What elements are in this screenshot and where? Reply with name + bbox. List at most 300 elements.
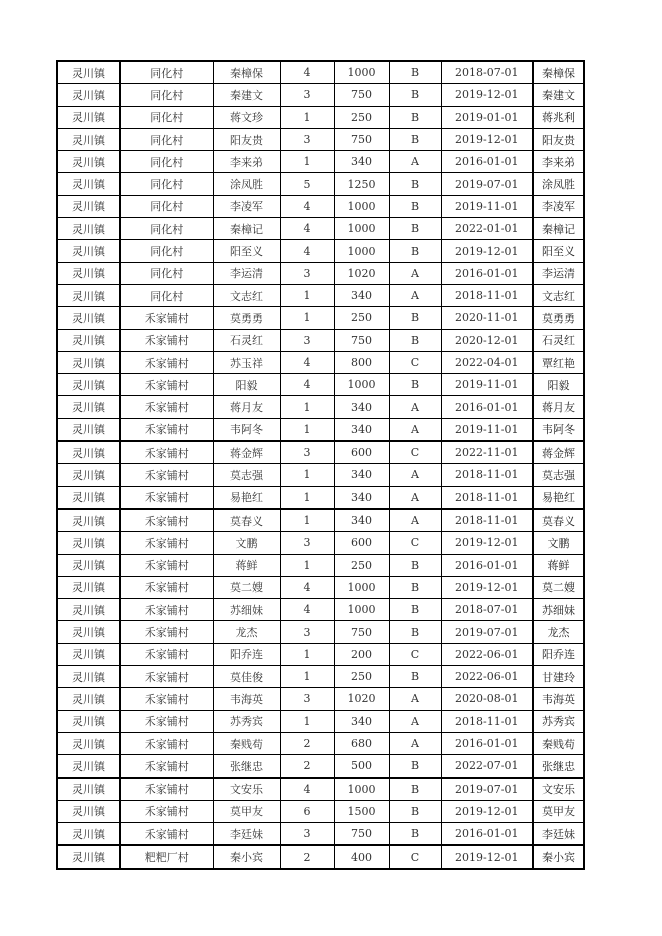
count-cell[interactable]: 3 [280,621,334,643]
town-cell[interactable]: 灵川镇 [57,755,120,778]
count-cell[interactable]: 1 [280,307,334,329]
town-cell[interactable]: 灵川镇 [57,106,120,128]
name-cell[interactable]: 莫佳俊 [213,666,280,688]
count-cell[interactable]: 1 [280,554,334,576]
town-cell[interactable]: 灵川镇 [57,240,120,262]
date-cell[interactable]: 2019-11-01 [441,195,533,217]
grade-cell[interactable]: B [389,173,441,195]
grade-cell[interactable]: A [389,418,441,441]
amount-cell[interactable]: 1020 [334,262,389,284]
count-cell[interactable]: 4 [280,576,334,598]
grade-cell[interactable]: B [389,106,441,128]
town-cell[interactable]: 灵川镇 [57,509,120,532]
name-cell[interactable]: 张继忠 [213,755,280,778]
date-cell[interactable]: 2016-01-01 [441,151,533,173]
amount-cell[interactable]: 800 [334,351,389,373]
amount-cell[interactable]: 400 [334,845,389,868]
name-cell[interactable]: 莫志强 [213,464,280,486]
date-cell[interactable]: 2018-07-01 [441,61,533,84]
name-cell[interactable]: 秦贱苟 [213,732,280,754]
town-cell[interactable]: 灵川镇 [57,351,120,373]
village-cell[interactable]: 禾家铺村 [120,643,213,665]
date-cell[interactable]: 2019-07-01 [441,173,533,195]
amount-cell[interactable]: 750 [334,621,389,643]
recipient-cell[interactable]: 李凌军 [533,195,584,217]
name-cell[interactable]: 蒋月友 [213,396,280,418]
amount-cell[interactable]: 250 [334,307,389,329]
village-cell[interactable]: 同化村 [120,262,213,284]
count-cell[interactable]: 1 [280,106,334,128]
town-cell[interactable]: 灵川镇 [57,61,120,84]
date-cell[interactable]: 2022-06-01 [441,666,533,688]
name-cell[interactable]: 龙杰 [213,621,280,643]
amount-cell[interactable]: 1000 [334,599,389,621]
name-cell[interactable]: 李廷妹 [213,823,280,846]
date-cell[interactable]: 2018-11-01 [441,710,533,732]
grade-cell[interactable]: B [389,621,441,643]
town-cell[interactable]: 灵川镇 [57,84,120,106]
amount-cell[interactable]: 250 [334,666,389,688]
name-cell[interactable]: 蒋鲜 [213,554,280,576]
village-cell[interactable]: 禾家铺村 [120,710,213,732]
recipient-cell[interactable]: 秦小宾 [533,845,584,868]
town-cell[interactable]: 灵川镇 [57,418,120,441]
town-cell[interactable]: 灵川镇 [57,441,120,464]
count-cell[interactable]: 1 [280,284,334,306]
amount-cell[interactable]: 750 [334,329,389,351]
date-cell[interactable]: 2019-07-01 [441,778,533,801]
amount-cell[interactable]: 1000 [334,218,389,240]
grade-cell[interactable]: B [389,755,441,778]
village-cell[interactable]: 同化村 [120,284,213,306]
recipient-cell[interactable]: 阳乔连 [533,643,584,665]
date-cell[interactable]: 2016-01-01 [441,262,533,284]
amount-cell[interactable]: 600 [334,441,389,464]
recipient-cell[interactable]: 覃红艳 [533,351,584,373]
name-cell[interactable]: 蒋金辉 [213,441,280,464]
town-cell[interactable]: 灵川镇 [57,464,120,486]
date-cell[interactable]: 2019-12-01 [441,576,533,598]
name-cell[interactable]: 石灵红 [213,329,280,351]
grade-cell[interactable]: C [389,643,441,665]
count-cell[interactable]: 4 [280,195,334,217]
table-row [57,195,584,217]
grade-cell[interactable]: A [389,464,441,486]
recipient-cell[interactable]: 张继忠 [533,755,584,778]
village-cell[interactable]: 禾家铺村 [120,666,213,688]
name-cell[interactable]: 文安乐 [213,778,280,801]
town-cell[interactable]: 灵川镇 [57,195,120,217]
date-cell[interactable]: 2018-11-01 [441,284,533,306]
amount-cell[interactable]: 340 [334,509,389,532]
table-row [57,173,584,195]
count-cell[interactable]: 3 [280,532,334,554]
recipient-cell[interactable]: 莫勇勇 [533,307,584,329]
grade-cell[interactable]: A [389,710,441,732]
name-cell[interactable]: 易艳红 [213,486,280,509]
village-cell[interactable]: 禾家铺村 [120,755,213,778]
count-cell[interactable]: 1 [280,464,334,486]
name-cell[interactable]: 苏玉祥 [213,351,280,373]
village-cell[interactable]: 禾家铺村 [120,486,213,509]
recipient-cell[interactable]: 莫志强 [533,464,584,486]
town-cell[interactable]: 灵川镇 [57,218,120,240]
recipient-cell[interactable]: 李廷妹 [533,823,584,846]
town-cell[interactable]: 灵川镇 [57,173,120,195]
recipient-cell[interactable]: 韦阿冬 [533,418,584,441]
name-cell[interactable]: 阳至义 [213,240,280,262]
recipient-cell[interactable]: 蒋月友 [533,396,584,418]
village-cell[interactable]: 禾家铺村 [120,329,213,351]
count-cell[interactable]: 1 [280,710,334,732]
recipient-cell[interactable]: 石灵红 [533,329,584,351]
recipient-cell[interactable]: 文志红 [533,284,584,306]
grade-cell[interactable]: C [389,845,441,868]
name-cell[interactable]: 苏秀宾 [213,710,280,732]
name-cell[interactable]: 李运清 [213,262,280,284]
town-cell[interactable]: 灵川镇 [57,262,120,284]
name-cell[interactable]: 阳友贵 [213,128,280,150]
name-cell[interactable]: 秦樟保 [213,61,280,84]
recipient-cell[interactable]: 李运清 [533,262,584,284]
date-cell[interactable]: 2019-07-01 [441,621,533,643]
name-cell[interactable]: 莫甲友 [213,800,280,822]
name-cell[interactable]: 文鹏 [213,532,280,554]
village-cell[interactable]: 禾家铺村 [120,509,213,532]
amount-cell[interactable]: 1250 [334,173,389,195]
count-cell[interactable]: 1 [280,666,334,688]
name-cell[interactable]: 苏细妹 [213,599,280,621]
amount-cell[interactable]: 250 [334,554,389,576]
count-cell[interactable]: 1 [280,643,334,665]
amount-cell[interactable]: 1000 [334,195,389,217]
grade-cell[interactable]: C [389,532,441,554]
recipient-cell[interactable]: 苏秀宾 [533,710,584,732]
village-cell[interactable]: 同化村 [120,173,213,195]
town-cell[interactable]: 灵川镇 [57,688,120,710]
date-cell[interactable]: 2018-11-01 [441,464,533,486]
village-cell[interactable]: 同化村 [120,128,213,150]
amount-cell[interactable]: 340 [334,710,389,732]
recipient-cell[interactable]: 蒋鲜 [533,554,584,576]
date-cell[interactable]: 2016-01-01 [441,396,533,418]
village-cell[interactable]: 禾家铺村 [120,576,213,598]
amount-cell[interactable]: 340 [334,284,389,306]
amount-cell[interactable]: 1000 [334,374,389,396]
amount-cell[interactable]: 340 [334,486,389,509]
recipient-cell[interactable]: 秦樟保 [533,61,584,84]
name-cell[interactable]: 韦阿冬 [213,418,280,441]
grade-cell[interactable]: A [389,262,441,284]
town-cell[interactable]: 灵川镇 [57,151,120,173]
amount-cell[interactable]: 1500 [334,800,389,822]
name-cell[interactable]: 莫春义 [213,509,280,532]
amount-cell[interactable]: 750 [334,823,389,846]
grade-cell[interactable]: A [389,509,441,532]
grade-cell[interactable]: B [389,554,441,576]
date-cell[interactable]: 2022-07-01 [441,755,533,778]
town-cell[interactable]: 灵川镇 [57,599,120,621]
date-cell[interactable]: 2019-11-01 [441,418,533,441]
amount-cell[interactable]: 500 [334,755,389,778]
village-cell[interactable]: 禾家铺村 [120,778,213,801]
recipient-cell[interactable]: 韦海英 [533,688,584,710]
grade-cell[interactable]: B [389,666,441,688]
grade-cell[interactable]: B [389,307,441,329]
amount-cell[interactable]: 750 [334,128,389,150]
count-cell[interactable]: 1 [280,509,334,532]
recipient-cell[interactable]: 涂凤胜 [533,173,584,195]
grade-cell[interactable]: A [389,688,441,710]
count-cell[interactable]: 1 [280,486,334,509]
village-cell[interactable]: 同化村 [120,84,213,106]
table-row [57,61,584,84]
grade-cell[interactable]: A [389,396,441,418]
recipient-cell[interactable]: 苏细妹 [533,599,584,621]
grade-cell[interactable]: A [389,732,441,754]
recipient-cell[interactable]: 甘建玲 [533,666,584,688]
date-cell[interactable]: 2019-11-01 [441,374,533,396]
date-cell[interactable]: 2016-01-01 [441,823,533,846]
amount-cell[interactable]: 600 [334,532,389,554]
village-cell[interactable]: 同化村 [120,106,213,128]
village-cell[interactable]: 禾家铺村 [120,823,213,846]
name-cell[interactable]: 李来弟 [213,151,280,173]
table-row [57,621,584,643]
date-cell[interactable]: 2018-11-01 [441,486,533,509]
grade-cell[interactable]: B [389,240,441,262]
village-cell[interactable]: 禾家铺村 [120,464,213,486]
count-cell[interactable]: 4 [280,240,334,262]
amount-cell[interactable]: 340 [334,464,389,486]
grade-cell[interactable]: C [389,441,441,464]
count-cell[interactable]: 4 [280,599,334,621]
amount-cell[interactable]: 250 [334,106,389,128]
date-cell[interactable]: 2019-12-01 [441,84,533,106]
town-cell[interactable]: 灵川镇 [57,621,120,643]
count-cell[interactable]: 6 [280,800,334,822]
count-cell[interactable]: 3 [280,329,334,351]
recipient-cell[interactable]: 蒋兆利 [533,106,584,128]
village-cell[interactable]: 禾家铺村 [120,418,213,441]
date-cell[interactable]: 2022-01-01 [441,218,533,240]
village-cell[interactable]: 粑粑厂村 [120,845,213,868]
village-cell[interactable]: 禾家铺村 [120,441,213,464]
name-cell[interactable]: 文志红 [213,284,280,306]
date-cell[interactable]: 2018-11-01 [441,509,533,532]
grade-cell[interactable]: B [389,800,441,822]
recipient-cell[interactable]: 易艳红 [533,486,584,509]
grade-cell[interactable]: A [389,151,441,173]
name-cell[interactable]: 秦小宾 [213,845,280,868]
date-cell[interactable]: 2019-12-01 [441,532,533,554]
village-cell[interactable]: 禾家铺村 [120,307,213,329]
count-cell[interactable]: 3 [280,84,334,106]
date-cell[interactable]: 2016-01-01 [441,554,533,576]
count-cell[interactable]: 3 [280,823,334,846]
grade-cell[interactable]: B [389,374,441,396]
amount-cell[interactable]: 680 [334,732,389,754]
grade-cell[interactable]: B [389,823,441,846]
village-cell[interactable]: 同化村 [120,240,213,262]
village-cell[interactable]: 禾家铺村 [120,688,213,710]
village-cell[interactable]: 禾家铺村 [120,732,213,754]
recipient-cell[interactable]: 龙杰 [533,621,584,643]
count-cell[interactable]: 3 [280,688,334,710]
count-cell[interactable]: 2 [280,732,334,754]
town-cell[interactable]: 灵川镇 [57,823,120,846]
count-cell[interactable]: 2 [280,755,334,778]
count-cell[interactable]: 3 [280,441,334,464]
town-cell[interactable]: 灵川镇 [57,732,120,754]
village-cell[interactable]: 禾家铺村 [120,621,213,643]
table-row [57,778,584,801]
village-cell[interactable]: 禾家铺村 [120,351,213,373]
grade-cell[interactable]: B [389,576,441,598]
name-cell[interactable]: 李凌军 [213,195,280,217]
village-cell[interactable]: 禾家铺村 [120,532,213,554]
town-cell[interactable]: 灵川镇 [57,576,120,598]
village-cell[interactable]: 禾家铺村 [120,374,213,396]
date-cell[interactable]: 2022-11-01 [441,441,533,464]
table-row [57,800,584,822]
table-body [57,61,584,869]
amount-cell[interactable]: 340 [334,418,389,441]
amount-cell[interactable]: 1000 [334,778,389,801]
town-cell[interactable]: 灵川镇 [57,666,120,688]
amount-cell[interactable]: 750 [334,84,389,106]
town-cell[interactable]: 灵川镇 [57,396,120,418]
date-cell[interactable]: 2016-01-01 [441,732,533,754]
count-cell[interactable]: 3 [280,262,334,284]
amount-cell[interactable]: 1000 [334,61,389,84]
recipient-cell[interactable]: 莫甲友 [533,800,584,822]
amount-cell[interactable]: 1020 [334,688,389,710]
town-cell[interactable]: 灵川镇 [57,800,120,822]
recipient-cell[interactable]: 蒋金辉 [533,441,584,464]
name-cell[interactable]: 涂凤胜 [213,173,280,195]
name-cell[interactable]: 秦建文 [213,84,280,106]
recipient-cell[interactable]: 文鹏 [533,532,584,554]
table-row [57,284,584,306]
village-cell[interactable]: 禾家铺村 [120,554,213,576]
date-cell[interactable]: 2020-08-01 [441,688,533,710]
date-cell[interactable]: 2019-01-01 [441,106,533,128]
town-cell[interactable]: 灵川镇 [57,710,120,732]
count-cell[interactable]: 1 [280,418,334,441]
grade-cell[interactable]: B [389,84,441,106]
village-cell[interactable]: 同化村 [120,61,213,84]
count-cell[interactable]: 3 [280,128,334,150]
grade-cell[interactable]: B [389,778,441,801]
grade-cell[interactable]: A [389,486,441,509]
recipient-cell[interactable]: 秦贱苟 [533,732,584,754]
recipient-cell[interactable]: 阳毅 [533,374,584,396]
town-cell[interactable]: 灵川镇 [57,554,120,576]
town-cell[interactable]: 灵川镇 [57,778,120,801]
village-cell[interactable]: 同化村 [120,151,213,173]
count-cell[interactable]: 4 [280,374,334,396]
town-cell[interactable]: 灵川镇 [57,374,120,396]
amount-cell[interactable]: 1000 [334,240,389,262]
table-row [57,486,584,509]
town-cell[interactable]: 灵川镇 [57,532,120,554]
table-row [57,106,584,128]
town-cell[interactable]: 灵川镇 [57,128,120,150]
village-cell[interactable]: 禾家铺村 [120,599,213,621]
date-cell[interactable]: 2020-12-01 [441,329,533,351]
recipient-cell[interactable]: 文安乐 [533,778,584,801]
grade-cell[interactable]: B [389,128,441,150]
town-cell[interactable]: 灵川镇 [57,307,120,329]
name-cell[interactable]: 莫二嫂 [213,576,280,598]
village-cell[interactable]: 禾家铺村 [120,800,213,822]
name-cell[interactable]: 蒋文珍 [213,106,280,128]
name-cell[interactable]: 阳乔连 [213,643,280,665]
village-cell[interactable]: 同化村 [120,218,213,240]
name-cell[interactable]: 莫勇勇 [213,307,280,329]
name-cell[interactable]: 秦樟记 [213,218,280,240]
date-cell[interactable]: 2020-11-01 [441,307,533,329]
date-cell[interactable]: 2019-12-01 [441,240,533,262]
recipient-cell[interactable]: 阳友贵 [533,128,584,150]
date-cell[interactable]: 2022-06-01 [441,643,533,665]
town-cell[interactable]: 灵川镇 [57,329,120,351]
table-row [57,374,584,396]
recipient-cell[interactable]: 莫二嫂 [533,576,584,598]
count-cell[interactable]: 2 [280,845,334,868]
amount-cell[interactable]: 200 [334,643,389,665]
count-cell[interactable]: 4 [280,218,334,240]
village-cell[interactable]: 同化村 [120,195,213,217]
date-cell[interactable]: 2018-07-01 [441,599,533,621]
date-cell[interactable]: 2019-12-01 [441,800,533,822]
count-cell[interactable]: 1 [280,151,334,173]
town-cell[interactable]: 灵川镇 [57,486,120,509]
grade-cell[interactable]: B [389,218,441,240]
grade-cell[interactable]: B [389,61,441,84]
count-cell[interactable]: 5 [280,173,334,195]
recipient-cell[interactable]: 秦建文 [533,84,584,106]
town-cell[interactable]: 灵川镇 [57,845,120,868]
recipient-cell[interactable]: 秦樟记 [533,218,584,240]
town-cell[interactable]: 灵川镇 [57,284,120,306]
amount-cell[interactable]: 340 [334,396,389,418]
grade-cell[interactable]: A [389,284,441,306]
recipient-cell[interactable]: 莫春义 [533,509,584,532]
count-cell[interactable]: 4 [280,61,334,84]
amount-cell[interactable]: 1000 [334,576,389,598]
count-cell[interactable]: 4 [280,351,334,373]
date-cell[interactable]: 2019-12-01 [441,845,533,868]
date-cell[interactable]: 2019-12-01 [441,128,533,150]
grade-cell[interactable]: C [389,351,441,373]
town-cell[interactable]: 灵川镇 [57,643,120,665]
table-row [57,218,584,240]
grade-cell[interactable]: B [389,599,441,621]
amount-cell[interactable]: 340 [334,151,389,173]
count-cell[interactable]: 1 [280,396,334,418]
grade-cell[interactable]: B [389,195,441,217]
date-cell[interactable]: 2022-04-01 [441,351,533,373]
recipient-cell[interactable]: 李来弟 [533,151,584,173]
name-cell[interactable]: 韦海英 [213,688,280,710]
grade-cell[interactable]: B [389,329,441,351]
name-cell[interactable]: 阳毅 [213,374,280,396]
village-cell[interactable]: 禾家铺村 [120,396,213,418]
recipient-cell[interactable]: 阳至义 [533,240,584,262]
count-cell[interactable]: 4 [280,778,334,801]
